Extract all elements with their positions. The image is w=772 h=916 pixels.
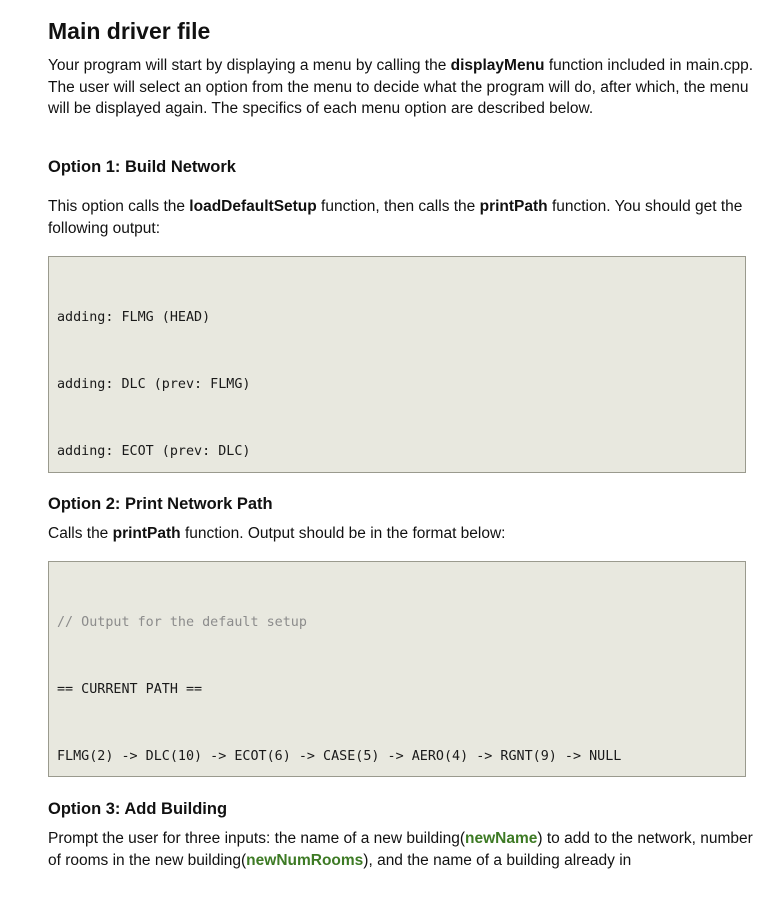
option2-code-block bbox=[48, 561, 746, 777]
option1-bold-loaddefaultsetup: loadDefaultSetup bbox=[189, 198, 317, 215]
option2-paragraph bbox=[48, 523, 754, 545]
option2-heading: Option 2: Print Network Path bbox=[48, 495, 273, 513]
option2-text-1: Calls the bbox=[48, 525, 113, 542]
option1-text-2: function, then calls the bbox=[316, 198, 480, 215]
code-line: FLMG(2) -> DLC(10) -> ECOT(6) -> CASE(5) -> AERO(4) -> RGNT(9) -> NULL bbox=[57, 748, 622, 764]
option1-text-1: This option calls the bbox=[48, 198, 190, 215]
option3-heading: Option 3: Add Building bbox=[48, 800, 228, 818]
option1-code-block bbox=[48, 256, 746, 473]
code-comment: // Output for the default setup bbox=[57, 615, 307, 631]
option1-heading: Option 1: Build Network bbox=[48, 158, 236, 176]
option3-text-1: Prompt the user for three inputs: the name of a new building( bbox=[48, 830, 466, 847]
intro-text-1: Your program will start by displaying a menu by calling the bbox=[48, 57, 451, 74]
option1-paragraph bbox=[48, 196, 754, 239]
page-title: Main driver file bbox=[48, 18, 211, 44]
option3-var-newname: newName bbox=[465, 830, 538, 847]
option1-bold-printpath: printPath bbox=[479, 198, 548, 215]
intro-paragraph bbox=[48, 55, 754, 120]
code-line: adding: DLC (prev: FLMG) bbox=[57, 377, 251, 392]
option3-text-3: ), and the name of a building already in bbox=[363, 851, 632, 869]
option3-var-newnumrooms: newNumRooms bbox=[246, 851, 364, 869]
option3-paragraph bbox=[48, 828, 754, 871]
code-line: adding: ECOT (prev: DLC) bbox=[57, 443, 251, 459]
code-line: adding: FLMG (HEAD) bbox=[57, 310, 211, 326]
intro-text-2: function included in main.cpp. The user will select an option from the menu to decide what the program will do, after which, the menu will be displayed again. The specifics of each menu option are described below. bbox=[48, 57, 754, 117]
code-line: == CURRENT PATH == bbox=[57, 682, 203, 697]
option1-text-3: function. You should get the following output: bbox=[48, 198, 743, 237]
option2-bold-printpath: printPath bbox=[112, 525, 181, 542]
option2-text-2: function. Output should be in the format below: bbox=[180, 525, 506, 542]
intro-bold-displaymenu: displayMenu bbox=[450, 57, 545, 74]
option3-text-2: ) to add to the network, number of rooms in the new building( bbox=[48, 830, 753, 869]
